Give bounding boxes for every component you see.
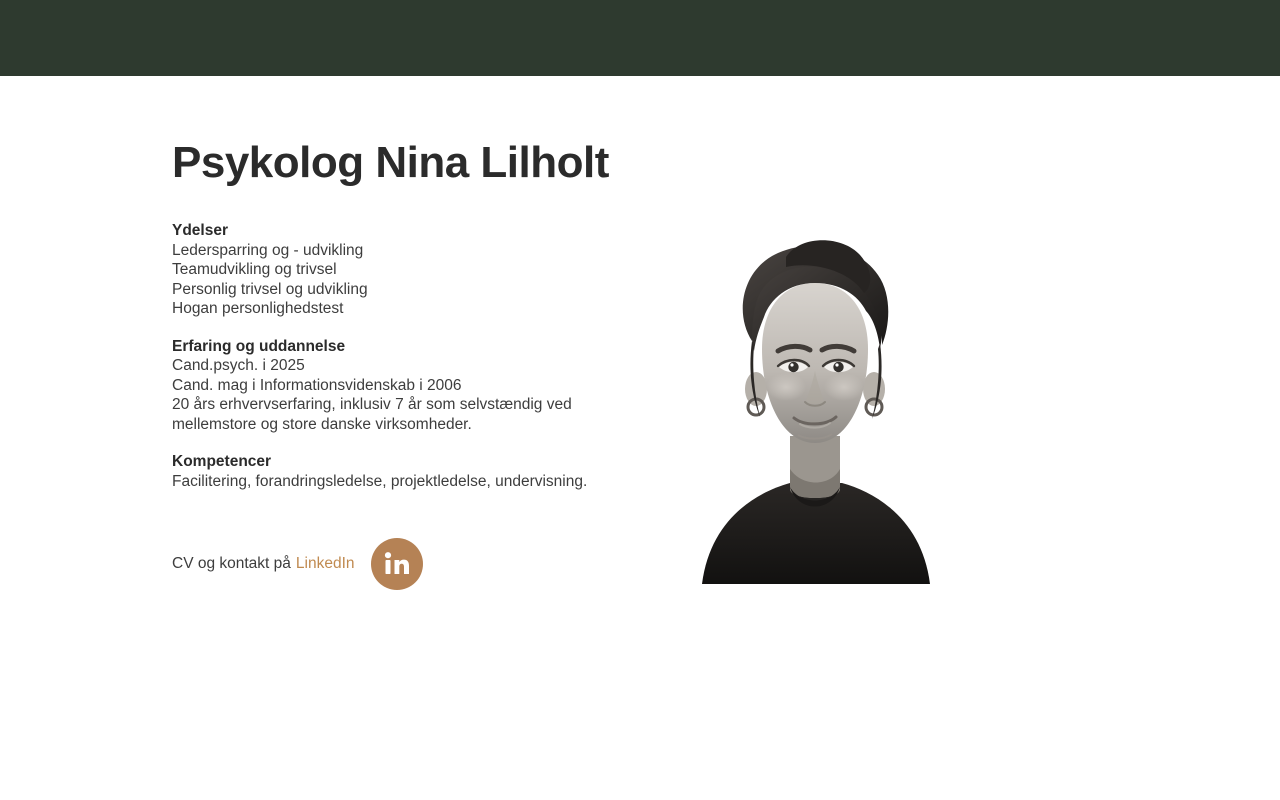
section-line: Teamudvikling og trivsel <box>172 261 337 278</box>
linkedin-link[interactable]: LinkedIn <box>295 555 355 573</box>
site-header-bar <box>0 0 1280 76</box>
section-line: Facilitering, forandringsledelse, projektledelse, undervisning. <box>172 472 588 490</box>
contact-row <box>172 538 423 590</box>
section-heading: Erfaring og uddannelse <box>172 337 346 355</box>
section-erfaring-og-uddannelse <box>172 337 642 435</box>
page-content <box>0 76 1280 800</box>
section-line: Hogan personlighedstest <box>172 300 344 317</box>
section-line: Personlig trivsel og udvikling <box>172 280 368 298</box>
page-title: Psykolog Nina Lilholt <box>172 138 609 187</box>
section-heading: Kompetencer <box>172 453 272 470</box>
section-ydelser <box>172 221 642 319</box>
section-line: Ledersparring og - udvikling <box>172 241 364 259</box>
linkedin-icon[interactable] <box>371 538 423 590</box>
section-line: 20 års erhvervserfaring, inklusiv 7 år som selvstændig ved mellemstore og store danske virksomheder. <box>172 396 572 433</box>
portrait-photo <box>682 221 948 584</box>
section-line: Cand. mag i Informationsvidenskab i 2006 <box>172 376 462 394</box>
section-line: Cand.psych. i 2025 <box>172 357 305 374</box>
section-kompetencer <box>172 452 642 491</box>
contact-text: CV og kontakt på <box>172 555 291 573</box>
section-heading: Ydelser <box>172 222 229 239</box>
info-column <box>172 221 642 491</box>
